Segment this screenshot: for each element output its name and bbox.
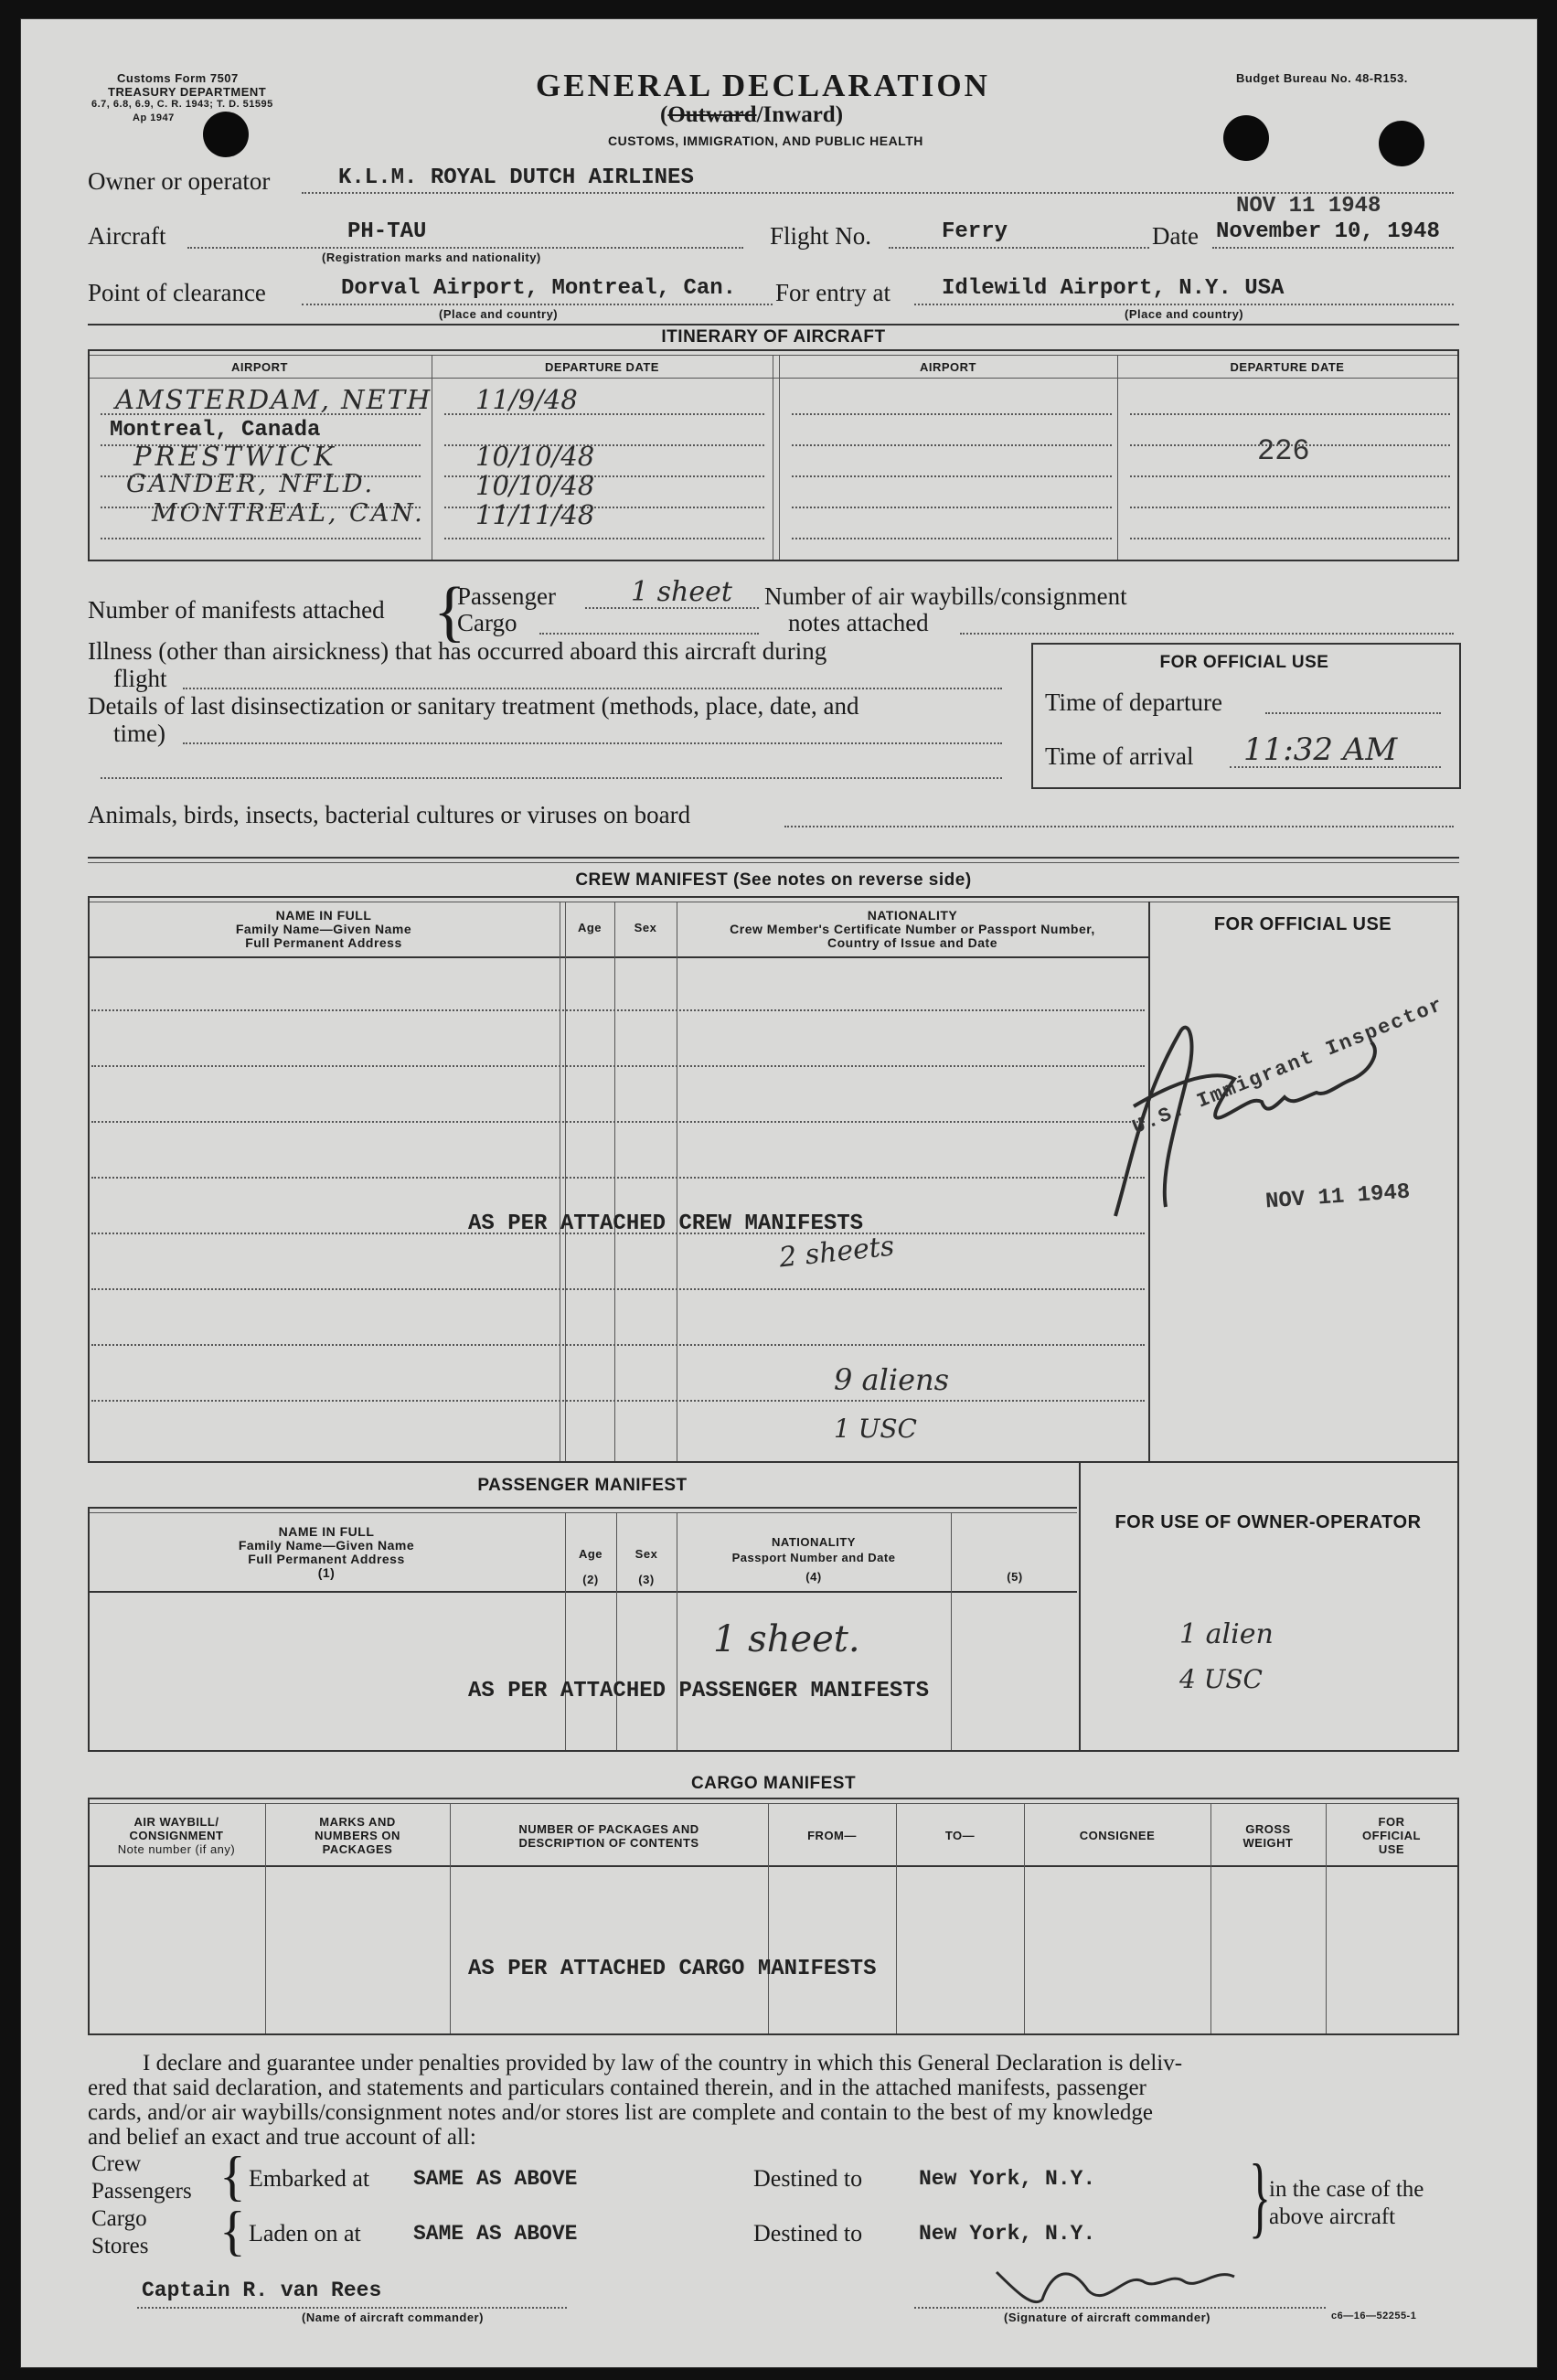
- passenger-manifest-value: 1 sheet: [631, 576, 732, 608]
- laden-label: Laden on at: [249, 2220, 361, 2247]
- passenger-manifest-title: PASSENGER MANIFEST: [477, 1476, 688, 1495]
- clearance-value: Dorval Airport, Montreal, Can.: [341, 276, 737, 301]
- declaration-categories: Crew Passengers Cargo Stores: [91, 2151, 192, 2258]
- itinerary-title: ITINERARY OF AIRCRAFT: [661, 327, 886, 347]
- form-approval: Ap 1947: [133, 112, 175, 123]
- aircraft-caption: (Registration marks and nationality): [322, 251, 541, 264]
- crew-note-aliens: 9 aliens: [834, 1362, 950, 1397]
- cargo-col-number: NUMBER OF PACKAGES AND DESCRIPTION OF CONTENTS: [518, 1822, 699, 1850]
- crew-note-sheets: 2 sheets: [777, 1230, 896, 1275]
- inspector-stamp-date: NOV 11 1948: [1264, 1179, 1412, 1215]
- disinsect-label-2: time): [113, 720, 165, 747]
- embarked-value: SAME AS ABOVE: [413, 2167, 578, 2191]
- crew-col-name: NAME IN FULL Family Name—Given Name Full Permanent Address: [235, 908, 412, 950]
- passenger-note-citizens: 4 USC: [1179, 1664, 1263, 1694]
- destined-value-2: New York, N.Y.: [919, 2222, 1096, 2246]
- cargo-col-waybill: AIR WAYBILL/ CONSIGNMENT Note number (if any): [117, 1815, 236, 1856]
- owner-operator-use: FOR USE OF OWNER-OPERATOR: [1114, 1512, 1422, 1532]
- owner-value: K.L.M. ROYAL DUTCH AIRLINES: [338, 165, 694, 190]
- outward-struck: Outward: [667, 102, 757, 127]
- passenger-manifest-body: AS PER ATTACHED PASSENGER MANIFESTS: [468, 1679, 930, 1703]
- categories-brace-top: {: [219, 2146, 246, 2206]
- crew-col-official-use: FOR OFFICIAL USE: [1213, 914, 1392, 934]
- laden-value: SAME AS ABOVE: [413, 2222, 578, 2246]
- destined-label-2: Destined to: [753, 2220, 863, 2247]
- arrival-time-value: 11:32 AM: [1243, 731, 1398, 768]
- itinerary-airport-1: AMSTERDAM, NETH: [115, 384, 432, 415]
- illness-label-2: flight: [113, 665, 167, 692]
- cargo-manifest-title: CARGO MANIFEST: [690, 1774, 857, 1793]
- cargo-col-to: TO—: [944, 1829, 976, 1842]
- cargo-manifest-body: AS PER ATTACHED CARGO MANIFESTS: [468, 1957, 877, 1981]
- punch-hole: [1223, 115, 1269, 161]
- aircraft-value: PH-TAU: [347, 219, 427, 244]
- cargo-manifest-label: Cargo: [457, 609, 517, 636]
- itinerary-date-3: 10/10/48: [475, 441, 595, 472]
- passenger-note-aliens: 1 alien: [1179, 1618, 1274, 1650]
- declaration-line-1: I declare and guarantee under penalties provided by law of the country in which this General Declaration is deliv-: [143, 2051, 1183, 2076]
- entry-caption: (Place and country): [1125, 307, 1244, 321]
- destination-brace: }: [1249, 2145, 1271, 2247]
- declaration-line-2: ered that said declaration, and statements and particulars contained therein, and in the attached manifests, passenger: [88, 2076, 1146, 2100]
- clearance-label: Point of clearance: [88, 279, 266, 306]
- commander-name-value: Captain R. van Rees: [142, 2279, 382, 2302]
- waybills-label: Number of air waybills/consignment: [764, 582, 1127, 610]
- manifests-brace: {: [433, 574, 466, 649]
- declaration-line-3: cards, and/or air waybills/consignment notes and/or stores list are complete and contain to the best of my knowledge: [88, 2100, 1153, 2125]
- illness-label: Illness (other than airsickness) that has occurred aboard this aircraft during: [88, 637, 827, 665]
- entry-label: For entry at: [775, 279, 890, 306]
- departure-time-label: Time of departure: [1045, 688, 1222, 716]
- passenger-note-sheet: 1 sheet.: [713, 1618, 860, 1660]
- cargo-col-official-use: FOR OFFICIAL USE: [1362, 1815, 1421, 1856]
- entry-value: Idlewild Airport, N.Y. USA: [942, 276, 1285, 301]
- flight-value: Ferry: [942, 219, 1008, 244]
- crew-col-sex: Sex: [634, 921, 657, 934]
- itinerary-date-1: 11/9/48: [475, 384, 578, 415]
- passenger-col-sex: Sex (3): [635, 1547, 658, 1586]
- aircraft-case-note: in the case of the above aircraft: [1269, 2177, 1424, 2229]
- owner-label: Owner or operator: [88, 167, 271, 195]
- passenger-col-nationality: NATIONALITY Passport Number and Date (4): [731, 1535, 896, 1584]
- manifests-label: Number of manifests attached: [88, 596, 385, 624]
- itinerary-col-date: DEPARTURE DATE: [545, 360, 659, 374]
- commander-name-caption: (Name of aircraft commander): [302, 2311, 484, 2324]
- itinerary-airport-2: Montreal, Canada: [110, 418, 321, 443]
- categories-brace-bottom: {: [219, 2201, 246, 2261]
- itinerary-airport-3: PRESTWICK: [133, 441, 337, 472]
- arrival-time-label: Time of arrival: [1045, 742, 1194, 770]
- form-print-number: c6—16—52255-1: [1331, 2311, 1417, 2321]
- itinerary-col-airport-2: AIRPORT: [920, 360, 976, 374]
- itinerary-airport-4: GANDER, NFLD.: [126, 470, 376, 498]
- itinerary-col-date-2: DEPARTURE DATE: [1230, 360, 1345, 374]
- date-label: Date: [1152, 222, 1199, 250]
- date-received-stamp: NOV 11 1948: [1236, 194, 1381, 219]
- itinerary-airport-5: MONTREAL, CAN.: [152, 499, 425, 528]
- crew-col-age: Age: [577, 921, 603, 934]
- commander-signature-caption: (Signature of aircraft commander): [1004, 2311, 1210, 2324]
- date-value: November 10, 1948: [1216, 219, 1440, 244]
- crew-manifest-title: CREW MANIFEST (See notes on reverse side): [575, 870, 972, 890]
- punch-hole: [1379, 121, 1424, 166]
- form-authority: 6.7, 6.8, 6.9, C. R. 1943; T. D. 51595: [91, 99, 273, 110]
- form-title: GENERAL DECLARATION: [536, 68, 990, 103]
- cargo-col-marks: MARKS AND NUMBERS ON PACKAGES: [315, 1815, 400, 1856]
- destined-label-1: Destined to: [753, 2165, 863, 2192]
- itinerary-col-airport: AIRPORT: [231, 360, 288, 374]
- declaration-line-4: and belief an exact and true account of all:: [88, 2125, 476, 2150]
- animals-label: Animals, birds, insects, bacterial cultures or viruses on board: [88, 801, 691, 828]
- form-subtitle: (Outward/Inward): [660, 102, 844, 127]
- passenger-col-name: NAME IN FULL Family Name—Given Name Full Permanent Address (1): [238, 1524, 415, 1580]
- passenger-col-age: Age (2): [578, 1547, 603, 1586]
- cargo-col-consignee: CONSIGNEE: [1079, 1829, 1156, 1842]
- clearance-caption: (Place and country): [439, 307, 559, 321]
- embarked-label: Embarked at: [249, 2165, 370, 2192]
- inspector-stamp: U.S. Immigrant Inspector: [1129, 993, 1447, 1140]
- itinerary-note: 226: [1257, 434, 1310, 468]
- department: TREASURY DEPARTMENT: [108, 85, 267, 99]
- commander-signature: [987, 2236, 1262, 2318]
- aircraft-label: Aircraft: [88, 222, 166, 250]
- budget-bureau-number: Budget Bureau No. 48-R153.: [1236, 71, 1408, 85]
- destined-value-1: New York, N.Y.: [919, 2167, 1096, 2191]
- form-number: Customs Form 7507: [117, 71, 239, 85]
- crew-manifest-body: AS PER ATTACHED CREW MANIFESTS: [468, 1211, 864, 1236]
- flight-label: Flight No.: [770, 222, 872, 250]
- cargo-col-gross-weight: GROSS WEIGHT: [1242, 1822, 1294, 1850]
- disinsect-label: Details of last disinsectization or sanitary treatment (methods, place, date, and: [88, 692, 859, 720]
- cargo-col-from: FROM—: [807, 1829, 857, 1842]
- crew-col-nationality: NATIONALITY Crew Member's Certificate Number or Passport Number, Country of Issue and Date: [730, 908, 1095, 950]
- punch-hole: [203, 112, 249, 157]
- itinerary-date-4: 10/10/48: [475, 470, 595, 501]
- passenger-col-5: (5): [1007, 1570, 1023, 1584]
- itinerary-date-5: 11/11/48: [475, 499, 595, 530]
- passenger-manifest-label: Passenger: [457, 582, 556, 610]
- waybills-label-2: notes attached: [788, 609, 929, 636]
- official-use-title: FOR OFFICIAL USE: [1159, 653, 1329, 672]
- form-subtitle-agencies: CUSTOMS, IMMIGRATION, AND PUBLIC HEALTH: [608, 133, 923, 148]
- crew-note-citizens: 1 USC: [834, 1414, 917, 1444]
